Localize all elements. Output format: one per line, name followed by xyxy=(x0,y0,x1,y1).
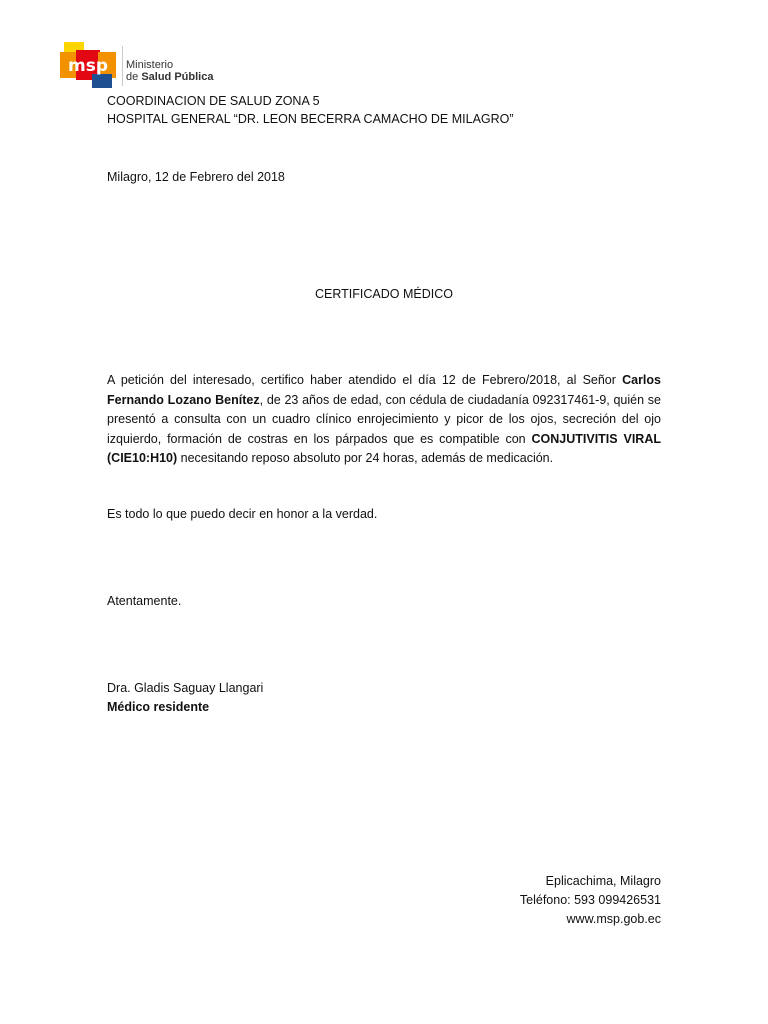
signer-name: Dra. Gladis Saguay Llangari xyxy=(107,681,264,695)
logo-mark-text: msp xyxy=(67,56,109,76)
header-hospital: HOSPITAL GENERAL “DR. LEON BECERRA CAMACHO DE MILAGRO” xyxy=(107,112,514,126)
body-part1: A petición del interesado, certifico haber atendido el día 12 de Febrero/2018, al Señor xyxy=(107,373,623,387)
regards: Atentamente. xyxy=(107,594,182,608)
logo-line2-prefix: de xyxy=(126,71,139,83)
msp-logo xyxy=(58,40,214,90)
signer-role: Médico residente xyxy=(107,700,210,714)
header-coordination: COORDINACION DE SALUD ZONA 5 xyxy=(107,94,320,108)
date-line: Milagro, 12 de Febrero del 2018 xyxy=(107,170,285,184)
body-part2: , de 23 años de edad, con cédula de ciudadanía 092317461-9, quién se presentó a consulta con un cuadro clínico enrojecimiento y picor de los ojos, secreción del ojo izquierdo, formación de costras en los párpados que es compatible con xyxy=(107,392,662,446)
diagnosis: CONJUTIVITIS VIRAL (CIE10:H10) xyxy=(107,431,661,465)
footer-phone: Teléfono: 593 099426531 xyxy=(519,893,661,907)
logo-divider xyxy=(122,46,123,86)
certificate-body xyxy=(107,371,661,469)
msp-logo-mark xyxy=(58,40,118,90)
logo-line2 xyxy=(126,71,213,83)
footer-website[interactable]: www.msp.gob.ec xyxy=(566,912,661,926)
footer-address: Eplicachima, Milagro xyxy=(545,874,661,888)
logo-wordmark xyxy=(126,59,213,83)
document-title: CERTIFICADO MÉDICO xyxy=(315,287,453,301)
body-part3: necesitando reposo absoluto por 24 horas, además de medicación. xyxy=(177,451,554,465)
logo-line2-bold: Salud Pública xyxy=(141,71,214,83)
patient-name: Carlos Fernando Lozano Benítez xyxy=(107,373,661,407)
logo-line1: Ministerio xyxy=(126,59,174,71)
closing-statement: Es todo lo que puedo decir en honor a la verdad. xyxy=(107,507,378,521)
